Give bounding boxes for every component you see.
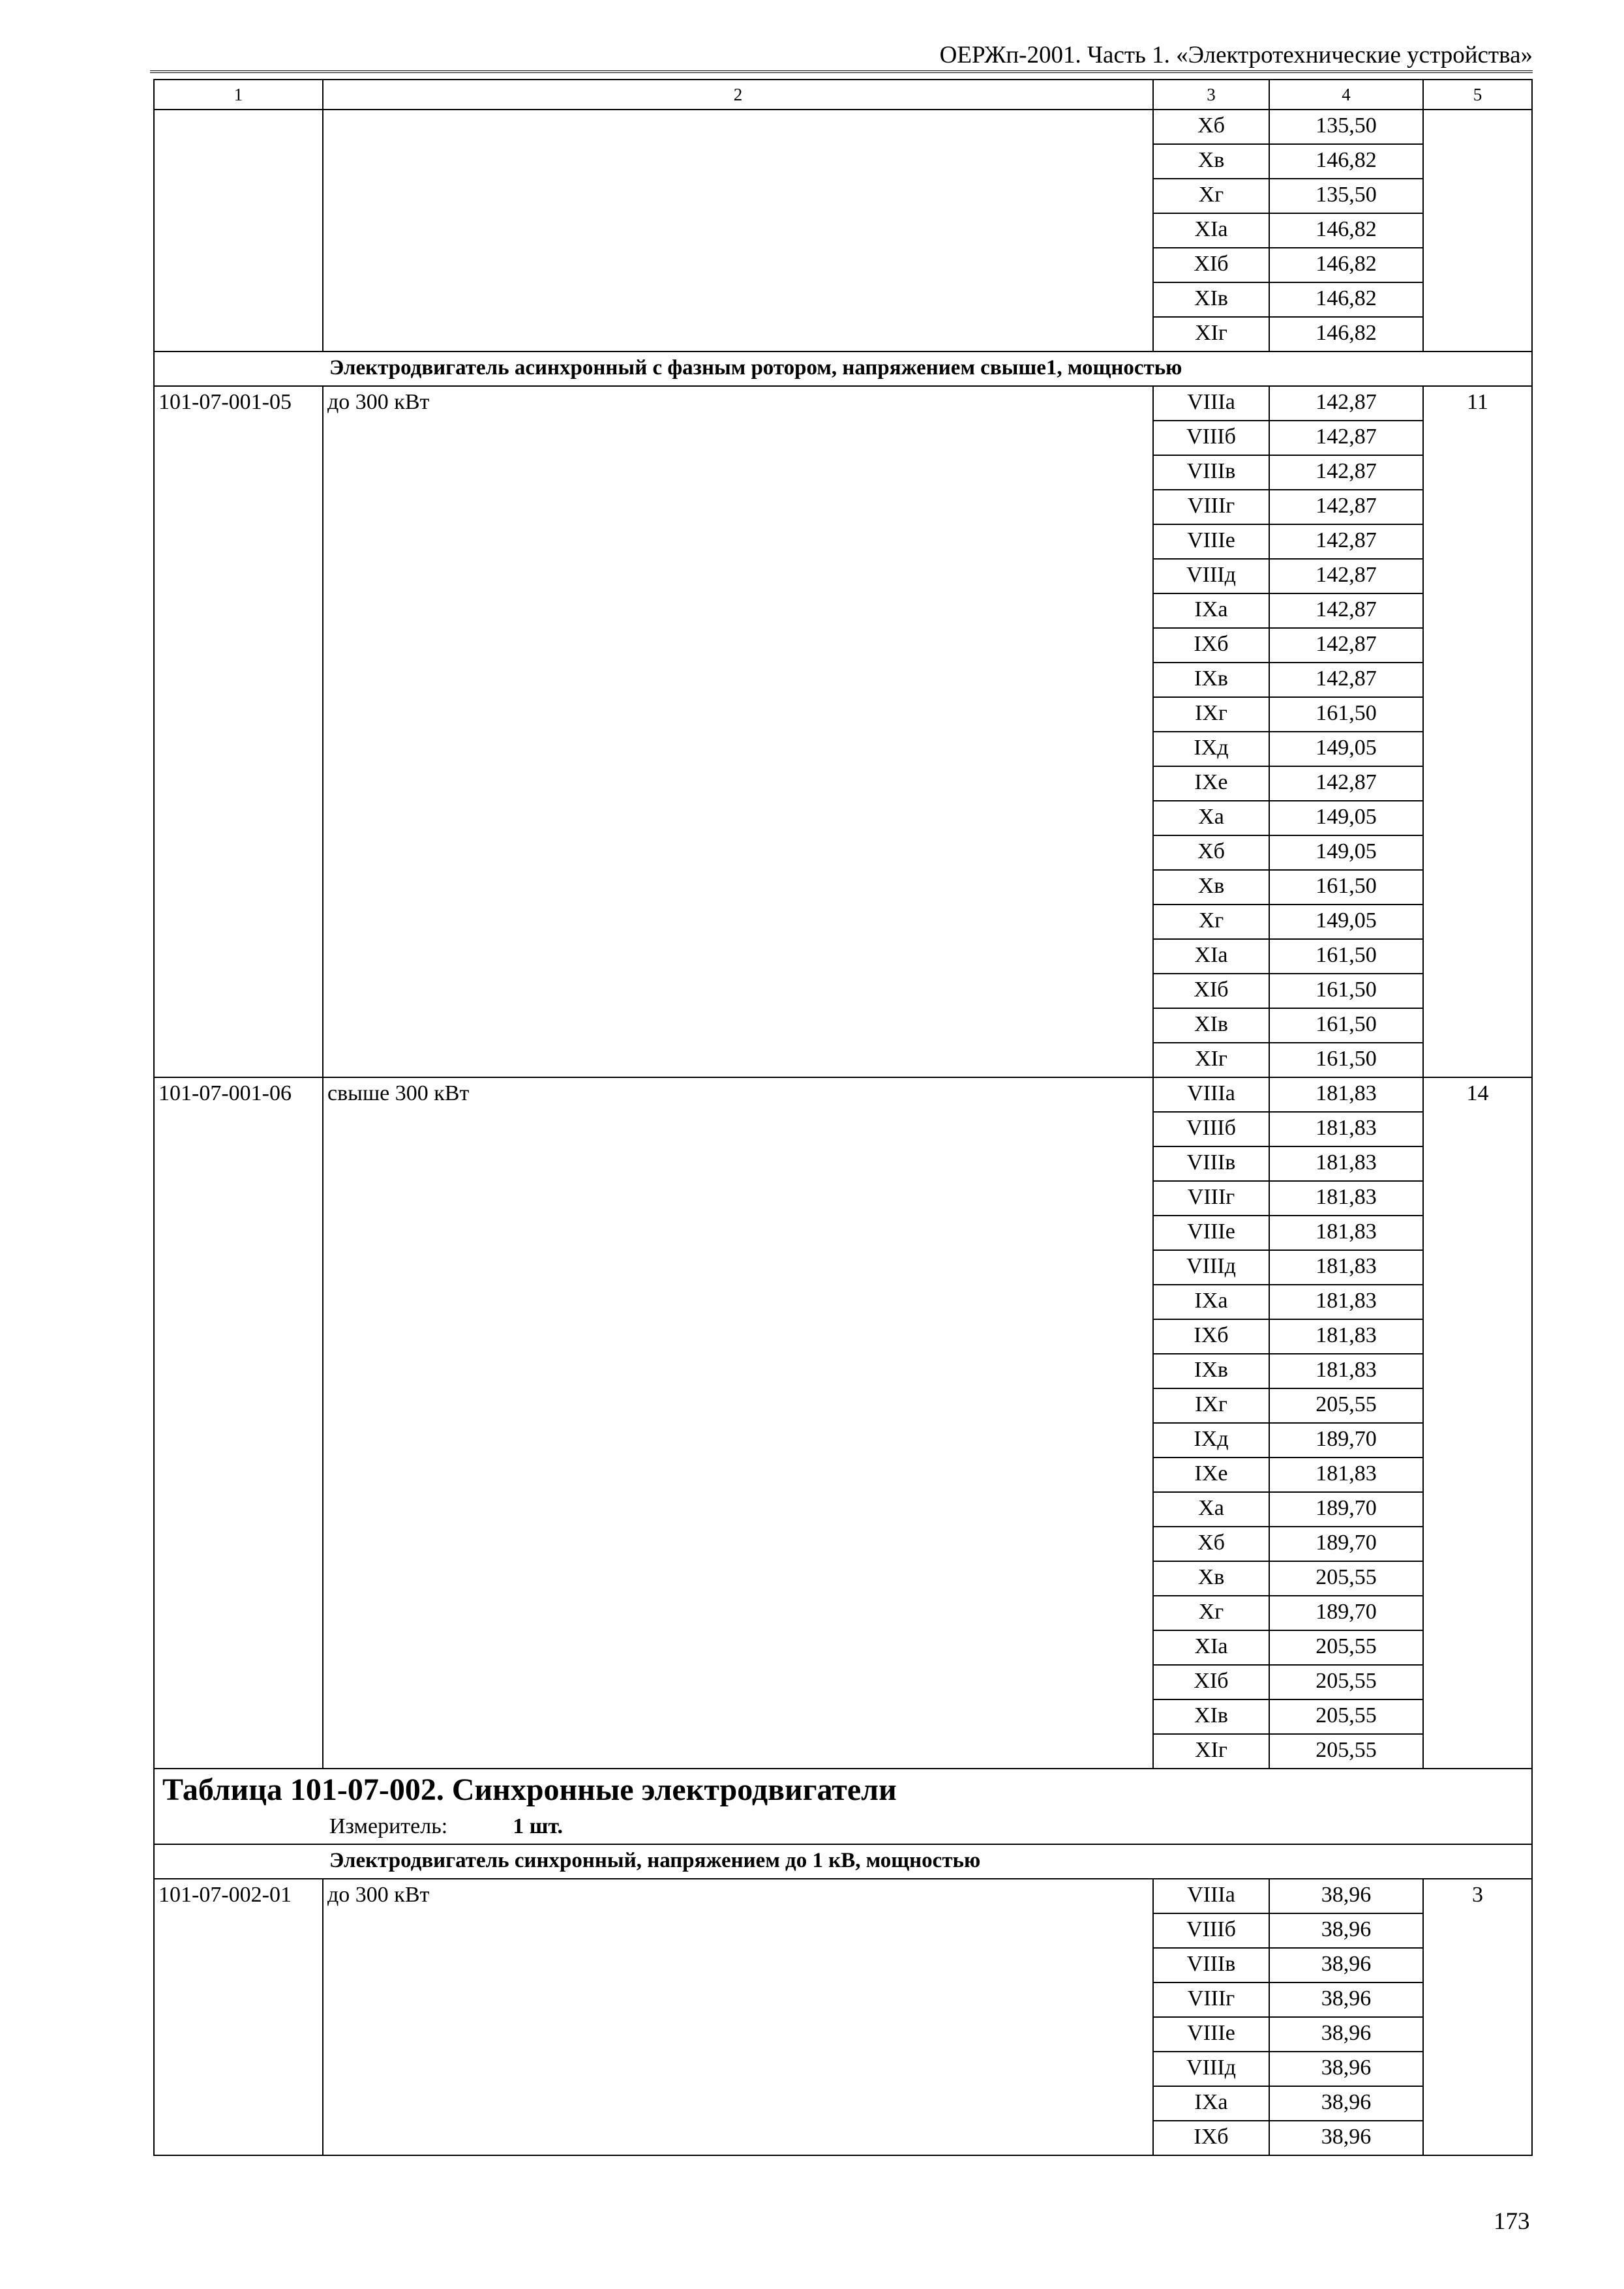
region-class-cell: VIIIб bbox=[1153, 421, 1269, 455]
rates-table-body bbox=[154, 80, 1532, 2155]
region-class-cell: IXв bbox=[1153, 1354, 1269, 1388]
region-class-cell: VIIIв bbox=[1153, 1948, 1269, 1982]
rate-value-cell: 38,96 bbox=[1269, 1913, 1423, 1948]
region-class-cell: Xв bbox=[1153, 870, 1269, 905]
rate-value-cell: 142,87 bbox=[1269, 386, 1423, 421]
rate-value-cell: 189,70 bbox=[1269, 1527, 1423, 1561]
column-header-1: 1 bbox=[154, 80, 323, 110]
region-class-cell: IXб bbox=[1153, 2121, 1269, 2155]
item-description: до 300 кВт bbox=[323, 1879, 1153, 2155]
region-class-cell: VIIIа bbox=[1153, 1077, 1269, 1112]
region-class-cell: VIIIе bbox=[1153, 2017, 1269, 2052]
table-title: Таблица 101-07-002. Синхронные электродвигатели bbox=[154, 1769, 1532, 1812]
section-title: Электродвигатель асинхронный с фазным ротором, напряжением свыше1, мощностью bbox=[154, 352, 1532, 386]
rate-value-cell: 181,83 bbox=[1269, 1250, 1423, 1285]
region-class-cell: VIIIг bbox=[1153, 1982, 1269, 2017]
rate-value-cell: 142,87 bbox=[1269, 490, 1423, 524]
rate-value-cell: 189,70 bbox=[1269, 1423, 1423, 1458]
rate-value-cell: 161,50 bbox=[1269, 870, 1423, 905]
rate-value-cell: 189,70 bbox=[1269, 1492, 1423, 1527]
region-class-cell: Xг bbox=[1153, 905, 1269, 939]
rate-value-cell: 142,87 bbox=[1269, 421, 1423, 455]
rate-value-cell: 38,96 bbox=[1269, 2121, 1423, 2155]
rate-value-cell: 181,83 bbox=[1269, 1319, 1423, 1354]
rate-value-cell: 146,82 bbox=[1269, 248, 1423, 282]
rate-value-cell: 181,83 bbox=[1269, 1216, 1423, 1250]
region-class-cell: XIв bbox=[1153, 282, 1269, 317]
column-header-5: 5 bbox=[1423, 80, 1532, 110]
rates-table bbox=[153, 79, 1533, 2156]
table-row bbox=[154, 110, 1532, 144]
table-row bbox=[154, 1879, 1532, 1913]
item-description bbox=[323, 110, 1153, 352]
region-class-cell: Xв bbox=[1153, 1561, 1269, 1596]
region-class-cell: IXв bbox=[1153, 663, 1269, 697]
rate-value-cell: 135,50 bbox=[1269, 179, 1423, 213]
region-class-cell: IXг bbox=[1153, 697, 1269, 732]
column-header-3: 3 bbox=[1153, 80, 1269, 110]
rate-value-cell: 142,87 bbox=[1269, 455, 1423, 490]
region-class-cell: IXг bbox=[1153, 1388, 1269, 1423]
region-class-cell: IXе bbox=[1153, 1458, 1269, 1492]
rate-value-cell: 181,83 bbox=[1269, 1181, 1423, 1216]
region-class-cell: VIIIв bbox=[1153, 455, 1269, 490]
rate-value-cell: 38,96 bbox=[1269, 2052, 1423, 2086]
rate-value-cell: 181,83 bbox=[1269, 1146, 1423, 1181]
rate-value-cell: 142,87 bbox=[1269, 593, 1423, 628]
region-class-cell: XIа bbox=[1153, 1630, 1269, 1665]
column-header-row bbox=[154, 80, 1532, 110]
region-class-cell: Xб bbox=[1153, 1527, 1269, 1561]
column5-value: 3 bbox=[1423, 1879, 1532, 2155]
rate-value-cell: 161,50 bbox=[1269, 697, 1423, 732]
region-class-cell: IXб bbox=[1153, 1319, 1269, 1354]
column-header-4: 4 bbox=[1269, 80, 1423, 110]
region-class-cell: IXб bbox=[1153, 628, 1269, 663]
region-class-cell: XIг bbox=[1153, 317, 1269, 352]
region-class-cell: IXд bbox=[1153, 1423, 1269, 1458]
rate-value-cell: 161,50 bbox=[1269, 1043, 1423, 1077]
region-class-cell: IXа bbox=[1153, 1285, 1269, 1319]
column5-value: 14 bbox=[1423, 1077, 1532, 1769]
rate-value-cell: 146,82 bbox=[1269, 213, 1423, 248]
rate-value-cell: 38,96 bbox=[1269, 2086, 1423, 2121]
rate-value-cell: 205,55 bbox=[1269, 1561, 1423, 1596]
region-class-cell: Xа bbox=[1153, 801, 1269, 835]
region-class-cell: XIб bbox=[1153, 248, 1269, 282]
unit-value: 1 шт. bbox=[513, 1814, 564, 1838]
rate-value-cell: 205,55 bbox=[1269, 1665, 1423, 1699]
region-class-cell: VIIIа bbox=[1153, 386, 1269, 421]
region-class-cell: VIIIб bbox=[1153, 1913, 1269, 1948]
column5-value: 11 bbox=[1423, 386, 1532, 1077]
page-header bbox=[150, 39, 1533, 73]
region-class-cell: XIв bbox=[1153, 1699, 1269, 1734]
rate-value-cell: 189,70 bbox=[1269, 1596, 1423, 1630]
table-title-row bbox=[154, 1769, 1532, 1812]
region-class-cell: IXа bbox=[1153, 593, 1269, 628]
region-class-cell: IXе bbox=[1153, 766, 1269, 801]
rate-value-cell: 205,55 bbox=[1269, 1699, 1423, 1734]
item-code: 101-07-001-05 bbox=[154, 386, 323, 1077]
rate-value-cell: 181,83 bbox=[1269, 1354, 1423, 1388]
region-class-cell: IXа bbox=[1153, 2086, 1269, 2121]
document-title: ОЕРЖп-2001. Часть 1. «Электротехнические устройства» bbox=[939, 42, 1533, 68]
rate-value-cell: 38,96 bbox=[1269, 2017, 1423, 2052]
rate-value-cell: 146,82 bbox=[1269, 144, 1423, 179]
item-code: 101-07-002-01 bbox=[154, 1879, 323, 2155]
column5-value bbox=[1423, 110, 1532, 352]
rate-value-cell: 38,96 bbox=[1269, 1982, 1423, 2017]
column-header-2: 2 bbox=[323, 80, 1153, 110]
region-class-cell: Xг bbox=[1153, 1596, 1269, 1630]
region-class-cell: VIIIг bbox=[1153, 490, 1269, 524]
section-header-row bbox=[154, 1844, 1532, 1879]
rate-value-cell: 161,50 bbox=[1269, 1008, 1423, 1043]
rate-value-cell: 142,87 bbox=[1269, 628, 1423, 663]
header-rule bbox=[150, 70, 1533, 73]
rate-value-cell: 161,50 bbox=[1269, 974, 1423, 1008]
table-row bbox=[154, 1077, 1532, 1112]
region-class-cell: VIIIб bbox=[1153, 1112, 1269, 1146]
region-class-cell: Xб bbox=[1153, 835, 1269, 870]
region-class-cell: VIIIе bbox=[1153, 1216, 1269, 1250]
region-class-cell: IXд bbox=[1153, 732, 1269, 766]
region-class-cell: Xв bbox=[1153, 144, 1269, 179]
unit-cell bbox=[154, 1812, 1532, 1844]
rate-value-cell: 149,05 bbox=[1269, 835, 1423, 870]
rate-value-cell: 149,05 bbox=[1269, 905, 1423, 939]
item-code: 101-07-001-06 bbox=[154, 1077, 323, 1769]
region-class-cell: XIб bbox=[1153, 974, 1269, 1008]
table-row bbox=[154, 386, 1532, 421]
rate-value-cell: 149,05 bbox=[1269, 801, 1423, 835]
rate-value-cell: 205,55 bbox=[1269, 1388, 1423, 1423]
region-class-cell: VIIIа bbox=[1153, 1879, 1269, 1913]
region-class-cell: Xб bbox=[1153, 110, 1269, 144]
rate-value-cell: 142,87 bbox=[1269, 766, 1423, 801]
region-class-cell: XIа bbox=[1153, 939, 1269, 974]
region-class-cell: XIб bbox=[1153, 1665, 1269, 1699]
unit-label: Измеритель: bbox=[329, 1814, 448, 1838]
page-number: 173 bbox=[1494, 2208, 1530, 2235]
rate-value-cell: 149,05 bbox=[1269, 732, 1423, 766]
region-class-cell: XIг bbox=[1153, 1734, 1269, 1769]
unit-row bbox=[154, 1812, 1532, 1844]
region-class-cell: VIIIе bbox=[1153, 524, 1269, 559]
region-class-cell: VIIIв bbox=[1153, 1146, 1269, 1181]
rate-value-cell: 161,50 bbox=[1269, 939, 1423, 974]
rate-value-cell: 38,96 bbox=[1269, 1879, 1423, 1913]
section-header-row bbox=[154, 352, 1532, 386]
item-description: до 300 кВт bbox=[323, 386, 1153, 1077]
region-class-cell: XIа bbox=[1153, 213, 1269, 248]
rate-value-cell: 181,83 bbox=[1269, 1458, 1423, 1492]
region-class-cell: VIIIд bbox=[1153, 1250, 1269, 1285]
rate-value-cell: 181,83 bbox=[1269, 1285, 1423, 1319]
rate-value-cell: 135,50 bbox=[1269, 110, 1423, 144]
region-class-cell: XIв bbox=[1153, 1008, 1269, 1043]
rate-value-cell: 142,87 bbox=[1269, 663, 1423, 697]
region-class-cell: VIIIд bbox=[1153, 2052, 1269, 2086]
rate-value-cell: 146,82 bbox=[1269, 317, 1423, 352]
rate-value-cell: 205,55 bbox=[1269, 1734, 1423, 1769]
item-code bbox=[154, 110, 323, 352]
region-class-cell: VIIIг bbox=[1153, 1181, 1269, 1216]
rate-value-cell: 142,87 bbox=[1269, 524, 1423, 559]
region-class-cell: XIг bbox=[1153, 1043, 1269, 1077]
rate-value-cell: 181,83 bbox=[1269, 1112, 1423, 1146]
section-title: Электродвигатель синхронный, напряжением до 1 кВ, мощностью bbox=[154, 1844, 1532, 1879]
region-class-cell: VIIIд bbox=[1153, 559, 1269, 593]
rate-value-cell: 181,83 bbox=[1269, 1077, 1423, 1112]
rate-value-cell: 146,82 bbox=[1269, 282, 1423, 317]
region-class-cell: Xг bbox=[1153, 179, 1269, 213]
region-class-cell: Xа bbox=[1153, 1492, 1269, 1527]
rate-value-cell: 142,87 bbox=[1269, 559, 1423, 593]
item-description: свыше 300 кВт bbox=[323, 1077, 1153, 1769]
rate-value-cell: 38,96 bbox=[1269, 1948, 1423, 1982]
rate-value-cell: 205,55 bbox=[1269, 1630, 1423, 1665]
